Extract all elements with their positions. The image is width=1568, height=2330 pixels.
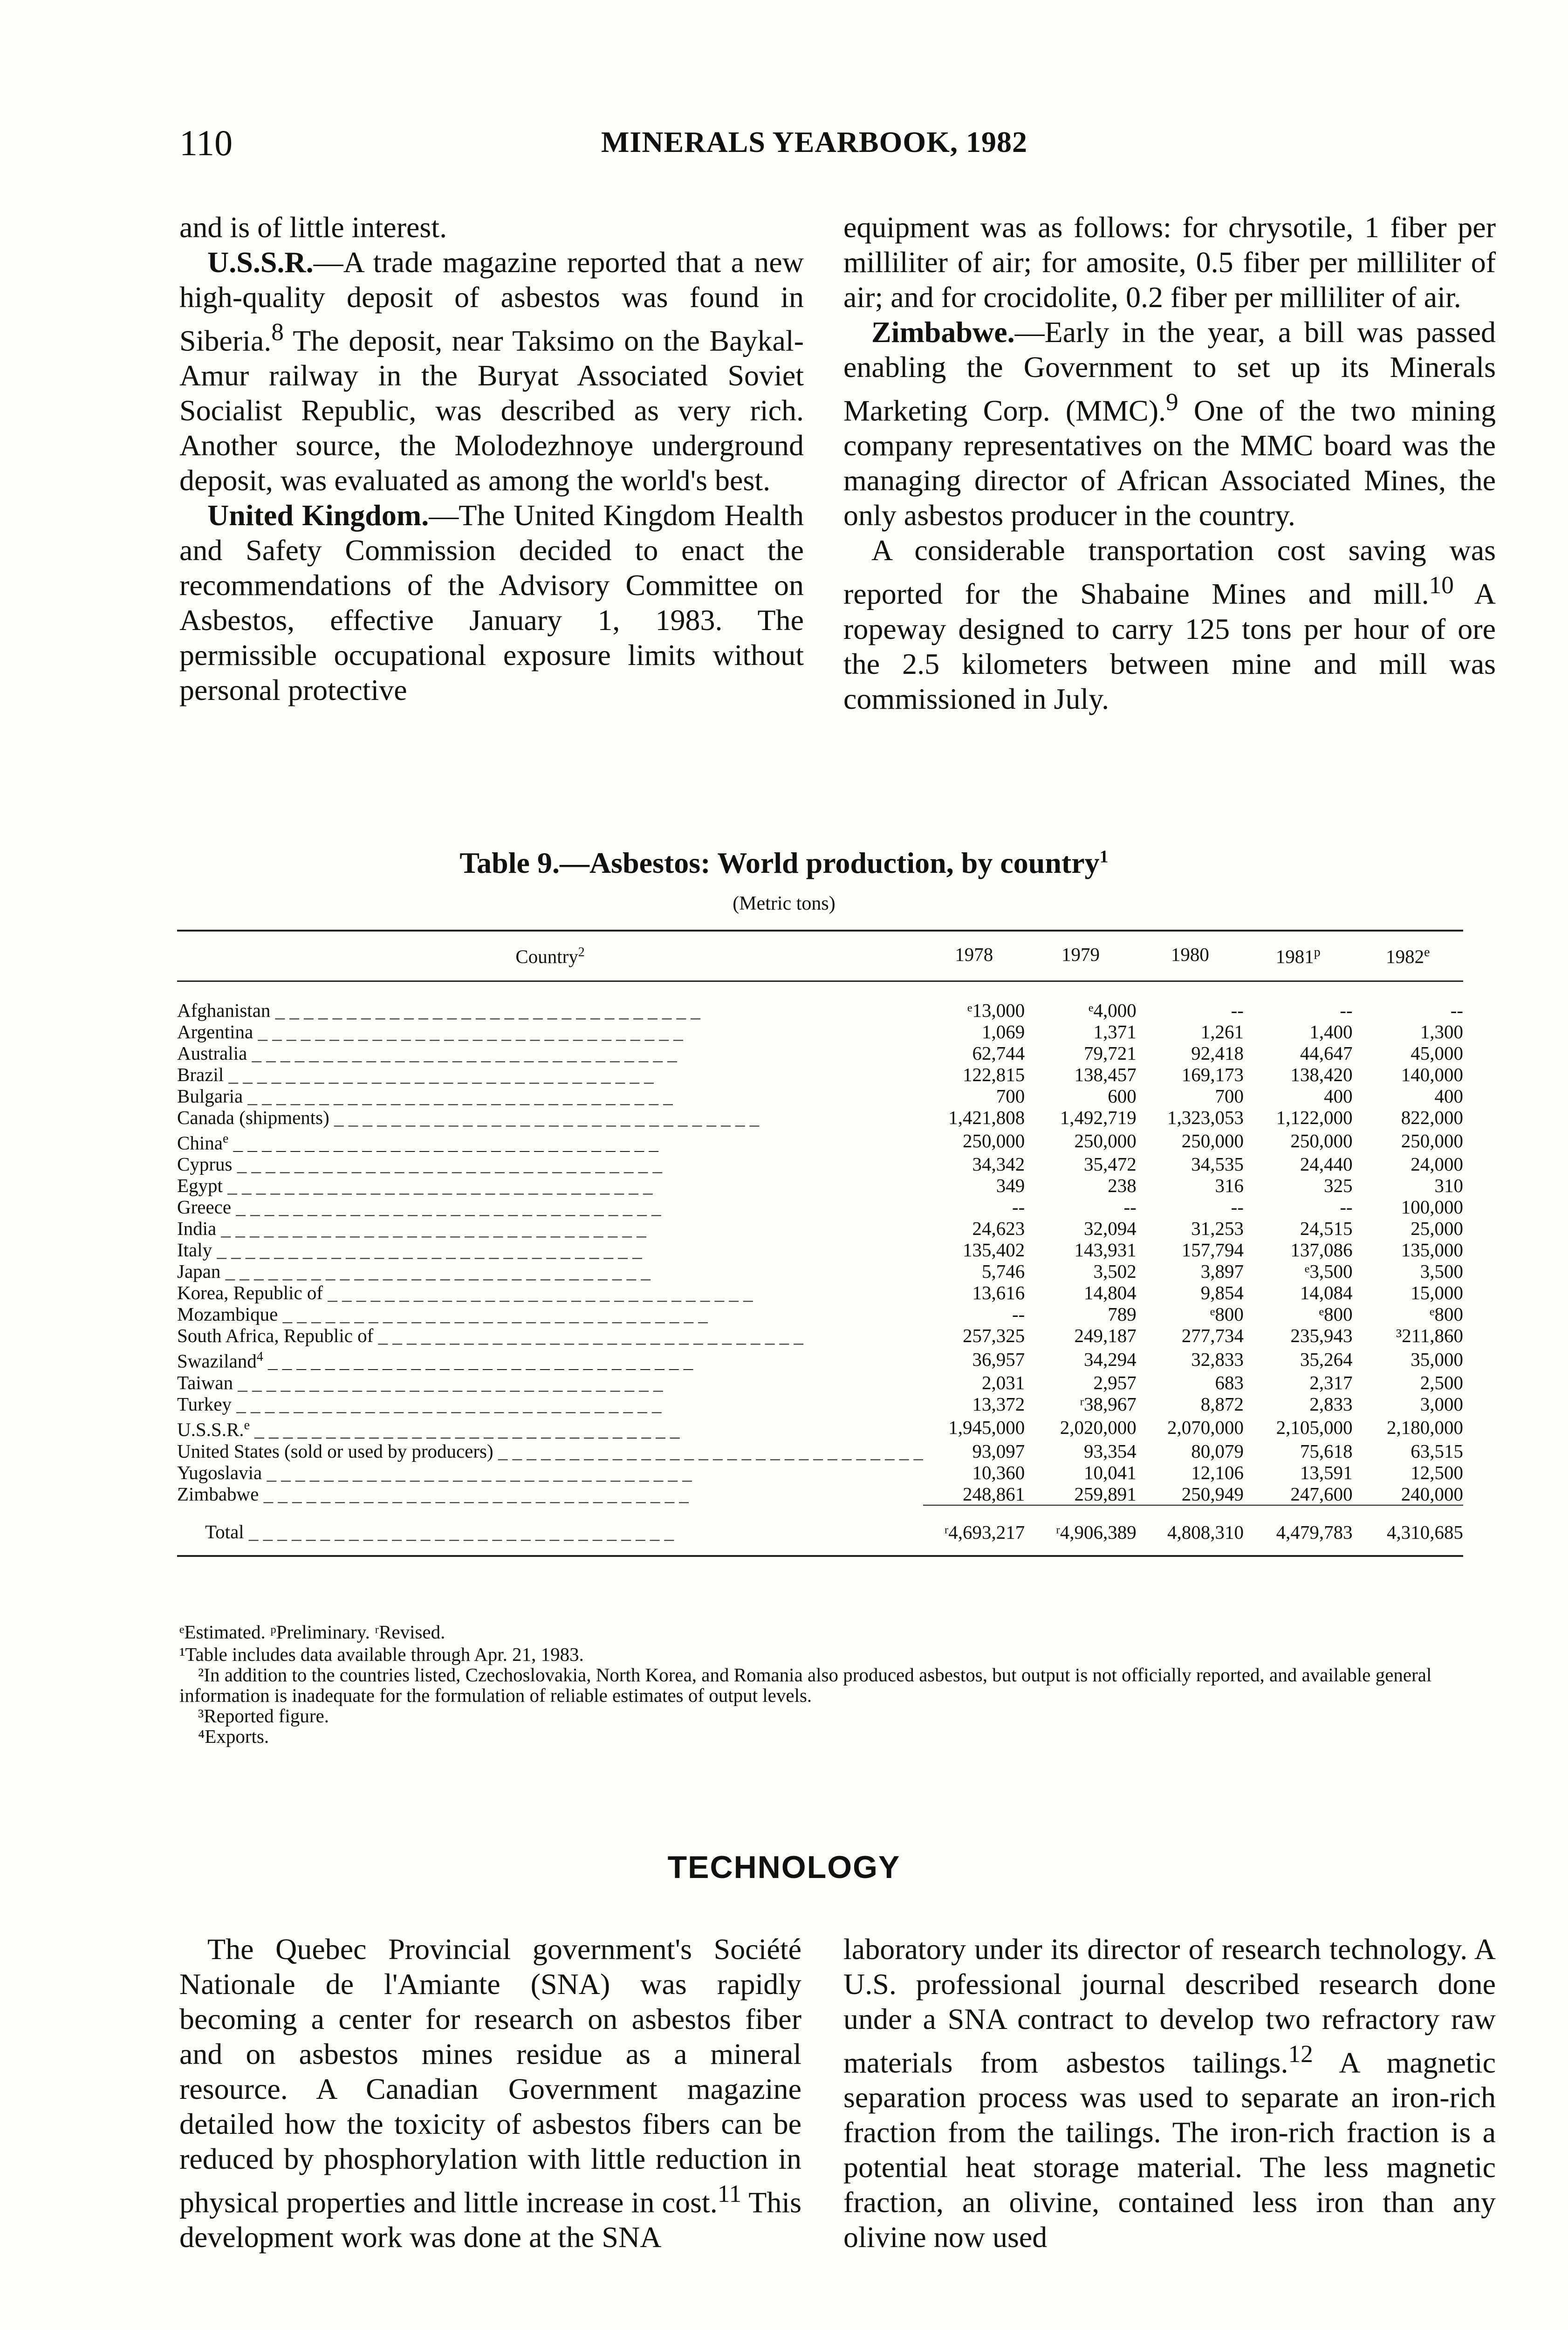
running-title: MINERALS YEARBOOK, 1982 bbox=[601, 125, 1027, 158]
value-cell: 247,600 bbox=[1290, 1483, 1353, 1505]
paragraph: and is of little interest. bbox=[179, 211, 447, 244]
paragraph-zimbabwe bbox=[843, 315, 1496, 533]
value-cell: 400 bbox=[1434, 1085, 1463, 1107]
value-cell: 325 bbox=[1324, 1175, 1353, 1197]
value-cell: 349 bbox=[996, 1175, 1025, 1197]
paragraph-uk bbox=[179, 498, 804, 707]
value-cell: 683 bbox=[1215, 1371, 1244, 1393]
value-cell: 2,031 bbox=[982, 1371, 1025, 1393]
country-cell: Egypt _ _ _ _ _ _ _ _ _ _ _ _ _ _ _ _ _ _ _ _ _ _ _ _ _ _ _ _ _ _ bbox=[177, 1175, 653, 1197]
value-cell: 257,325 bbox=[963, 1325, 1025, 1347]
value-cell: 34,342 bbox=[972, 1153, 1025, 1175]
value-cell: 600 bbox=[1108, 1085, 1137, 1107]
value-cell: 135,402 bbox=[963, 1239, 1025, 1261]
country-heading: Zimbabwe. bbox=[871, 315, 1015, 349]
country-cell: Greece _ _ _ _ _ _ _ _ _ _ _ _ _ _ _ _ _ _ _ _ _ _ _ _ _ _ _ _ _ _ bbox=[177, 1196, 661, 1218]
country-cell: Korea, Republic of _ _ _ _ _ _ _ _ _ _ _ _ _ _ _ _ _ _ _ _ _ _ _ _ _ _ _ _ _ _ bbox=[177, 1282, 753, 1304]
paragraph-text: A considerable transportation cost saving was reported for the Shabaine Mines and mill. bbox=[843, 534, 1496, 610]
paragraph-text: —The United Kingdom Health and Safety Commission decided to enact the recommendations of the Advisory Committee on Asbestos, effective January 1, 1983. The permissible occupational exposure limits without personal protective bbox=[179, 499, 804, 707]
value-cell: 3,897 bbox=[1200, 1261, 1244, 1282]
value-cell: 93,097 bbox=[972, 1440, 1025, 1462]
value-cell: 1,492,719 bbox=[1060, 1106, 1137, 1128]
section-heading: TECHNOLOGY bbox=[667, 1850, 901, 1885]
value-cell: 5,746 bbox=[982, 1261, 1025, 1282]
value-cell: 157,794 bbox=[1181, 1239, 1244, 1261]
column-header-year: 1978 bbox=[923, 931, 1025, 981]
value-cell: 36,957 bbox=[972, 1348, 1025, 1370]
footnote-ref: 9 bbox=[1166, 388, 1178, 416]
paragraph-text: This development work was done at the SNA bbox=[179, 2186, 802, 2254]
value-cell: ᵉ4,000 bbox=[1089, 999, 1137, 1021]
footnote-ref: 1 bbox=[1099, 847, 1109, 867]
table-row bbox=[177, 1175, 1463, 1196]
total-value-cell: 4,310,685 bbox=[1353, 1505, 1463, 1556]
text-column-top-left bbox=[179, 210, 804, 707]
value-cell: 238 bbox=[1108, 1175, 1137, 1197]
country-cell: Cyprus _ _ _ _ _ _ _ _ _ _ _ _ _ _ _ _ _ _ _ _ _ _ _ _ _ _ _ _ _ _ bbox=[177, 1153, 662, 1175]
value-cell: 1,945,000 bbox=[948, 1417, 1025, 1439]
country-cell: Brazil _ _ _ _ _ _ _ _ _ _ _ _ _ _ _ _ _ _ _ _ _ _ _ _ _ _ _ _ _ _ bbox=[177, 1063, 654, 1085]
value-cell: 13,616 bbox=[972, 1282, 1025, 1304]
country-cell: Canada (shipments) _ _ _ _ _ _ _ _ _ _ _ _ _ _ _ _ _ _ _ _ _ _ _ _ _ _ _ _ _ _ bbox=[177, 1106, 760, 1128]
country-cell: Zimbabwe _ _ _ _ _ _ _ _ _ _ _ _ _ _ _ _ _ _ _ _ _ _ _ _ _ _ _ _ _ _ bbox=[177, 1483, 689, 1505]
footnote-ref: 8 bbox=[271, 318, 284, 346]
table-row bbox=[177, 1415, 1463, 1440]
value-cell: 400 bbox=[1324, 1085, 1353, 1107]
total-value-cell: 4,808,310 bbox=[1137, 1505, 1244, 1556]
table-row bbox=[177, 1107, 1463, 1128]
value-cell: 3,502 bbox=[1093, 1261, 1137, 1282]
value-cell: 62,744 bbox=[972, 1042, 1025, 1064]
value-cell: 240,000 bbox=[1401, 1483, 1463, 1505]
table-row bbox=[177, 981, 1463, 1021]
value-cell: 138,420 bbox=[1290, 1063, 1353, 1085]
value-cell: 32,833 bbox=[1191, 1348, 1244, 1370]
paragraph-text: A ropeway designed to carry 125 tons per hour of ore the 2.5 kilometers between mine and mill was commissioned in July. bbox=[843, 577, 1496, 715]
table-row bbox=[177, 1372, 1463, 1393]
value-cell: 10,360 bbox=[972, 1461, 1025, 1483]
value-cell: 93,354 bbox=[1084, 1440, 1137, 1462]
value-cell: 700 bbox=[1215, 1085, 1244, 1107]
value-cell: 12,500 bbox=[1411, 1461, 1463, 1483]
paragraph-ussr bbox=[179, 245, 804, 498]
column-header-year: 1980 bbox=[1137, 931, 1244, 981]
value-cell: 2,180,000 bbox=[1387, 1417, 1463, 1439]
table-body bbox=[177, 981, 1463, 1556]
text-column-bottom-right bbox=[843, 1932, 1496, 2255]
value-cell: 235,943 bbox=[1290, 1325, 1353, 1347]
country-cell: Argentina _ _ _ _ _ _ _ _ _ _ _ _ _ _ _ _ _ _ _ _ _ _ _ _ _ _ _ _ _ _ bbox=[177, 1021, 683, 1042]
country-cell: Swaziland$^4$ _ _ _ _ _ _ _ _ _ _ _ _ _ _ _ _ _ _ _ _ _ _ _ _ _ _ _ _ _ _ bbox=[177, 1350, 693, 1372]
table-row bbox=[177, 1282, 1463, 1303]
value-cell: 32,094 bbox=[1084, 1218, 1137, 1240]
value-cell: 250,949 bbox=[1181, 1483, 1244, 1505]
value-cell: -- bbox=[1340, 1196, 1353, 1218]
value-cell: 14,084 bbox=[1300, 1282, 1353, 1304]
value-cell: 169,173 bbox=[1181, 1063, 1244, 1085]
value-cell: 249,187 bbox=[1074, 1325, 1137, 1347]
value-cell: 12,106 bbox=[1191, 1461, 1244, 1483]
value-cell: 122,815 bbox=[963, 1063, 1025, 1085]
value-cell: 2,020,000 bbox=[1060, 1417, 1137, 1439]
country-cell: Bulgaria _ _ _ _ _ _ _ _ _ _ _ _ _ _ _ _ _ _ _ _ _ _ _ _ _ _ _ _ _ _ bbox=[177, 1085, 673, 1107]
value-cell: 2,317 bbox=[1309, 1371, 1353, 1393]
value-cell: 1,069 bbox=[982, 1021, 1025, 1042]
value-cell: 92,418 bbox=[1191, 1042, 1244, 1064]
country-heading: U.S.S.R. bbox=[207, 246, 314, 279]
country-cell: Taiwan _ _ _ _ _ _ _ _ _ _ _ _ _ _ _ _ _ _ _ _ _ _ _ _ _ _ _ _ _ _ bbox=[177, 1371, 663, 1393]
table-row bbox=[177, 1042, 1463, 1064]
value-cell: 34,535 bbox=[1191, 1153, 1244, 1175]
value-cell: 140,000 bbox=[1401, 1063, 1463, 1085]
paragraph-text: laboratory under its director of research technology. A U.S. professional journal described research done under a SNA contract to develop two refractory raw materials from asbestos tailings. bbox=[843, 1933, 1496, 2079]
value-cell: 250,000 bbox=[963, 1130, 1025, 1151]
column-header-year: 1981$^p$ bbox=[1244, 931, 1353, 981]
value-cell: 44,647 bbox=[1300, 1042, 1353, 1064]
value-cell: 250,000 bbox=[1181, 1130, 1244, 1151]
note-4: ⁴Exports. bbox=[198, 1726, 269, 1747]
value-cell: 138,457 bbox=[1074, 1063, 1137, 1085]
paragraph-text: The deposit, near Taksimo on the Baykal-Amur railway in the Buryat Associated Soviet Socialist Republic, was described as very rich. Another source, the Molodezhnoye underground deposit, was evaluated as among the world's best. bbox=[179, 324, 804, 497]
value-cell: 1,261 bbox=[1200, 1021, 1244, 1042]
value-cell: -- bbox=[1450, 999, 1463, 1021]
table-row bbox=[177, 1483, 1463, 1505]
table-row bbox=[177, 1462, 1463, 1483]
total-row bbox=[177, 1505, 1463, 1556]
table-unit: (Metric tons) bbox=[733, 893, 835, 914]
note-1: ¹Table includes data available through Apr. 21, 1983. bbox=[179, 1644, 584, 1665]
total-label: Total _ _ _ _ _ _ _ _ _ _ _ _ _ _ _ _ _ _ _ _ _ _ _ _ _ _ _ _ _ _ bbox=[177, 1505, 923, 1556]
value-cell: 45,000 bbox=[1411, 1042, 1463, 1064]
value-cell: 1,300 bbox=[1420, 1021, 1463, 1042]
value-cell: -- bbox=[1123, 1196, 1137, 1218]
table-row bbox=[177, 1218, 1463, 1239]
value-cell: 35,000 bbox=[1411, 1348, 1463, 1370]
value-cell: 135,000 bbox=[1401, 1239, 1463, 1261]
value-cell: -- bbox=[1340, 999, 1353, 1021]
value-cell: 1,421,808 bbox=[948, 1106, 1025, 1128]
value-cell: 31,253 bbox=[1191, 1218, 1244, 1240]
value-cell: 25,000 bbox=[1411, 1218, 1463, 1240]
paragraph-text: The Quebec Provincial government's Société Nationale de l'Amiante (SNA) was rapidly becoming a center for research on asbestos fiber and on asbestos mines residue as a mineral resource. A Canadian Government magazine detailed how the toxicity of asbestos fibers can be reduced by phosphorylation with little reduction in physical properties and little increase in cost. bbox=[179, 1933, 801, 2219]
value-cell: 13,591 bbox=[1300, 1461, 1353, 1483]
country-cell: Yugoslavia _ _ _ _ _ _ _ _ _ _ _ _ _ _ _ _ _ _ _ _ _ _ _ _ _ _ _ _ _ _ bbox=[177, 1461, 692, 1483]
value-cell: 700 bbox=[996, 1085, 1025, 1107]
value-cell: 1,400 bbox=[1309, 1021, 1353, 1042]
value-cell: 2,500 bbox=[1420, 1371, 1463, 1393]
country-cell: Australia _ _ _ _ _ _ _ _ _ _ _ _ _ _ _ _ _ _ _ _ _ _ _ _ _ _ _ _ _ _ bbox=[177, 1042, 677, 1064]
column-header-year: 1982e bbox=[1353, 931, 1463, 981]
value-cell: 8,872 bbox=[1200, 1393, 1244, 1415]
table-title-text: Table 9.—Asbestos: World production, by country bbox=[459, 846, 1100, 879]
country-cell: China$^e$ _ _ _ _ _ _ _ _ _ _ _ _ _ _ _ _ _ _ _ _ _ _ _ _ _ _ _ _ _ _ bbox=[177, 1131, 658, 1154]
table-row bbox=[177, 1303, 1463, 1325]
column-header-year: 1979 bbox=[1025, 931, 1136, 981]
value-cell: 24,623 bbox=[972, 1218, 1025, 1240]
table-row bbox=[177, 1239, 1463, 1261]
value-cell: 3,000 bbox=[1420, 1393, 1463, 1415]
value-cell: 80,079 bbox=[1191, 1440, 1244, 1462]
paragraph-text: —Early in the year, a bill was passed enabling the Government to set up its Minerals Marketing Corp. (MMC). bbox=[843, 315, 1496, 427]
value-cell: 3,500 bbox=[1420, 1261, 1463, 1282]
paragraph: equipment was as follows: for chrysotile, 1 fiber per milliliter of air; for amosite, 0.5 fiber per milliliter of air; and for crocidolite, 0.2 fiber per milliliter of air. bbox=[843, 211, 1496, 314]
value-cell: 316 bbox=[1215, 1175, 1244, 1197]
text-column-bottom-left bbox=[179, 1932, 801, 2255]
value-cell: 143,931 bbox=[1074, 1239, 1137, 1261]
country-cell: U.S.S.R.$^e$ _ _ _ _ _ _ _ _ _ _ _ _ _ _ _ _ _ _ _ _ _ _ _ _ _ _ _ _ _ _ bbox=[177, 1418, 680, 1440]
value-cell: 2,957 bbox=[1093, 1371, 1137, 1393]
table-row bbox=[177, 1440, 1463, 1462]
table-header-row bbox=[177, 931, 1463, 981]
footnote-ref: 10 bbox=[1429, 571, 1454, 599]
value-cell: ᵉ800 bbox=[1210, 1303, 1244, 1325]
country-cell: South Africa, Republic of _ _ _ _ _ _ _ _ _ _ _ _ _ _ _ _ _ _ _ _ _ _ _ _ _ _ _ _ _ _ bbox=[177, 1325, 803, 1347]
value-cell: 35,472 bbox=[1084, 1153, 1137, 1175]
value-cell: ᵉ3,500 bbox=[1304, 1261, 1353, 1282]
value-cell: 250,000 bbox=[1401, 1130, 1463, 1151]
country-cell: Italy _ _ _ _ _ _ _ _ _ _ _ _ _ _ _ _ _ _ _ _ _ _ _ _ _ _ _ _ _ _ bbox=[177, 1239, 642, 1261]
page-number: 110 bbox=[179, 123, 233, 163]
table-row bbox=[177, 1064, 1463, 1085]
value-cell: 250,000 bbox=[1074, 1130, 1137, 1151]
footnote-ref: 11 bbox=[717, 2179, 742, 2207]
value-cell: 10,041 bbox=[1084, 1461, 1137, 1483]
value-cell: 24,515 bbox=[1300, 1218, 1353, 1240]
country-cell: Mozambique _ _ _ _ _ _ _ _ _ _ _ _ _ _ _ _ _ _ _ _ _ _ _ _ _ _ _ _ _ _ bbox=[177, 1303, 708, 1325]
value-cell: -- bbox=[1231, 1196, 1244, 1218]
note-3: ³Reported figure. bbox=[198, 1705, 329, 1727]
value-cell: 250,000 bbox=[1290, 1130, 1353, 1151]
paragraph-text: A magnetic separation process was used to separate an iron-rich fraction from the tailings. The iron-rich fraction is a potential heat storage material. The less magnetic fraction, an olivine, contained less iron than any olivine now used bbox=[843, 2046, 1496, 2254]
value-cell: 2,105,000 bbox=[1276, 1417, 1353, 1439]
paragraph bbox=[843, 533, 1496, 716]
value-cell: 63,515 bbox=[1411, 1440, 1463, 1462]
value-cell: 248,861 bbox=[963, 1483, 1025, 1505]
table-row bbox=[177, 1393, 1463, 1415]
table-row bbox=[177, 1153, 1463, 1175]
country-cell: United States (sold or used by producers) _ _ _ _ _ _ _ _ _ _ _ _ _ _ _ _ _ _ _ _ _ _ _ _ _ _ _ _ _ _ bbox=[177, 1440, 924, 1462]
value-cell: ᵉ800 bbox=[1319, 1303, 1353, 1325]
table-row bbox=[177, 1021, 1463, 1042]
value-cell: 822,000 bbox=[1401, 1106, 1463, 1128]
value-cell: -- bbox=[1231, 999, 1244, 1021]
total-value-cell: ʳ4,693,217 bbox=[923, 1505, 1025, 1556]
value-cell: 1,323,053 bbox=[1167, 1106, 1244, 1128]
value-cell: 100,000 bbox=[1401, 1196, 1463, 1218]
value-cell: -- bbox=[1012, 1196, 1025, 1218]
value-cell: 79,721 bbox=[1084, 1042, 1137, 1064]
paragraph bbox=[843, 1932, 1496, 2255]
value-cell: 24,440 bbox=[1300, 1153, 1353, 1175]
text-column-top-right bbox=[843, 210, 1496, 716]
value-cell: ᵉ13,000 bbox=[967, 999, 1025, 1021]
value-cell: 789 bbox=[1108, 1303, 1137, 1325]
country-cell: Japan _ _ _ _ _ _ _ _ _ _ _ _ _ _ _ _ _ _ _ _ _ _ _ _ _ _ _ _ _ _ bbox=[177, 1261, 650, 1282]
table-notes bbox=[179, 1622, 1475, 1747]
value-cell: 137,086 bbox=[1290, 1239, 1353, 1261]
note-legend: ᵉEstimated. ᵖPreliminary. ʳRevised. bbox=[179, 1621, 445, 1643]
total-value-cell: ʳ4,906,389 bbox=[1025, 1505, 1136, 1556]
country-cell: Afghanistan _ _ _ _ _ _ _ _ _ _ _ _ _ _ _ _ _ _ _ _ _ _ _ _ _ _ _ _ _ _ bbox=[177, 999, 700, 1021]
value-cell: 259,891 bbox=[1074, 1483, 1137, 1505]
table-title bbox=[0, 846, 1568, 880]
value-cell: 15,000 bbox=[1411, 1282, 1463, 1304]
table-row bbox=[177, 1325, 1463, 1346]
value-cell: ʳ38,967 bbox=[1080, 1393, 1137, 1415]
table-row bbox=[177, 1261, 1463, 1282]
value-cell: 34,294 bbox=[1084, 1348, 1137, 1370]
column-header-country: Country$^2$ bbox=[177, 931, 923, 981]
value-cell: 1,371 bbox=[1093, 1021, 1137, 1042]
value-cell: 277,734 bbox=[1181, 1325, 1244, 1347]
total-value-cell: 4,479,783 bbox=[1244, 1505, 1353, 1556]
paragraph-text: One of the two mining company representatives on the MMC board was the managing director of African Associated Mines, the only asbestos producer in the country. bbox=[843, 394, 1496, 532]
production-table bbox=[177, 930, 1463, 1557]
table-row bbox=[177, 1128, 1463, 1154]
table-row bbox=[177, 1196, 1463, 1218]
value-cell: 75,618 bbox=[1300, 1440, 1353, 1462]
value-cell: 310 bbox=[1434, 1175, 1463, 1197]
value-cell: -- bbox=[1012, 1303, 1025, 1325]
value-cell: 1,122,000 bbox=[1276, 1106, 1353, 1128]
table-row bbox=[177, 1346, 1463, 1372]
footnote-ref: 12 bbox=[1288, 2040, 1313, 2068]
value-cell: 24,000 bbox=[1411, 1153, 1463, 1175]
value-cell: 35,264 bbox=[1300, 1348, 1353, 1370]
table-row bbox=[177, 1085, 1463, 1107]
value-cell: 14,804 bbox=[1084, 1282, 1137, 1304]
value-cell: 2,833 bbox=[1309, 1393, 1353, 1415]
value-cell: 9,854 bbox=[1200, 1282, 1244, 1304]
paragraph-text: —A trade magazine reported that a new high-quality deposit of asbestos was found in Siberia. bbox=[179, 246, 804, 357]
country-heading: United Kingdom. bbox=[207, 499, 429, 532]
country-cell: India _ _ _ _ _ _ _ _ _ _ _ _ _ _ _ _ _ _ _ _ _ _ _ _ _ _ _ _ _ _ bbox=[177, 1218, 646, 1240]
value-cell: ᵉ800 bbox=[1429, 1303, 1463, 1325]
note-2: ²In addition to the countries listed, Czechoslovakia, North Korea, and Romania also produced asbestos, but output is not officially reported, and available general information is inadequate for the formulation of reliable estimates of output levels. bbox=[179, 1664, 1432, 1706]
country-cell: Turkey _ _ _ _ _ _ _ _ _ _ _ _ _ _ _ _ _ _ _ _ _ _ _ _ _ _ _ _ _ _ bbox=[177, 1393, 662, 1415]
value-cell: 13,372 bbox=[972, 1393, 1025, 1415]
value-cell: ³211,860 bbox=[1396, 1325, 1463, 1347]
paragraph bbox=[179, 1932, 801, 2255]
value-cell: 2,070,000 bbox=[1167, 1417, 1244, 1439]
